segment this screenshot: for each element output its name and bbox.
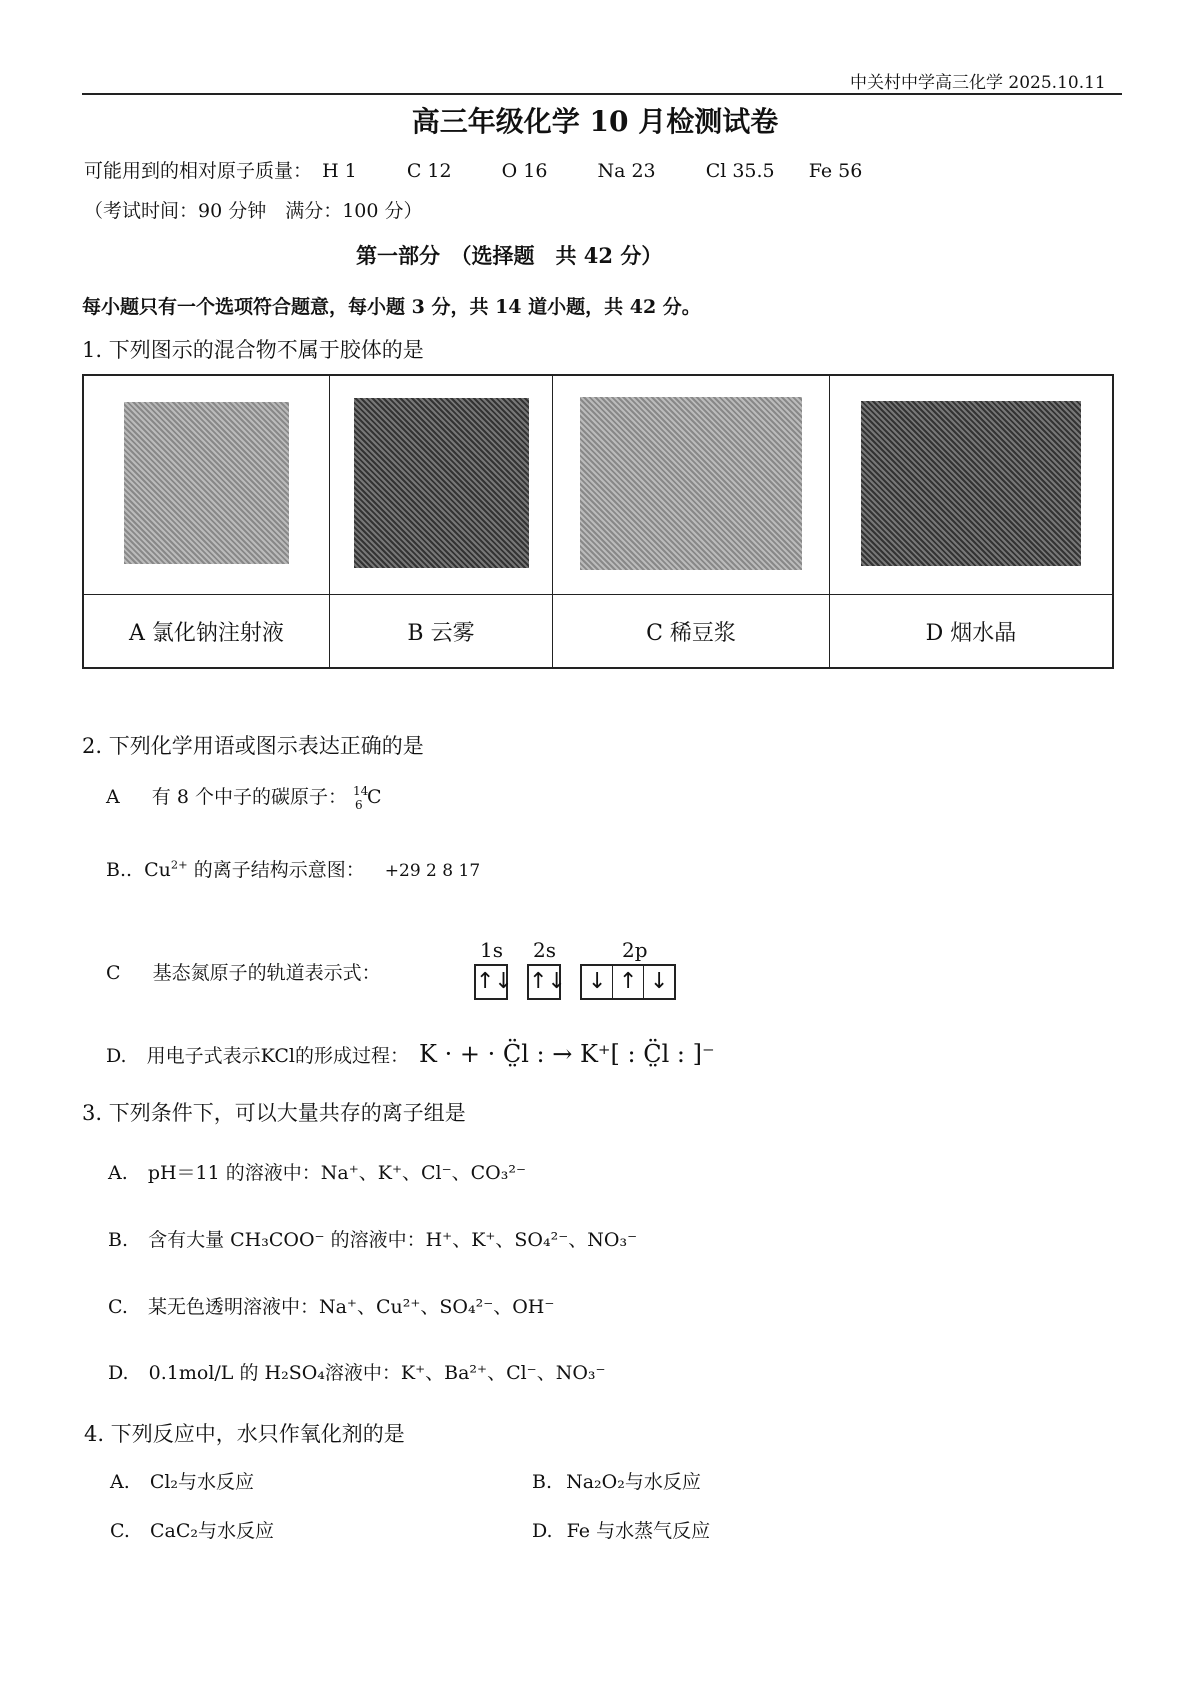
q1-image-cell-a xyxy=(83,375,330,595)
q2-option-b-letter: B.. xyxy=(106,859,133,881)
q3-option-condition: pH＝11 的溶液中： xyxy=(147,1162,321,1184)
q3-option-a[interactable] xyxy=(108,1158,526,1185)
q3-option-condition: 某无色透明溶液中： xyxy=(147,1296,319,1318)
orbital-cell: ↑↓ xyxy=(529,969,566,994)
q1-option-a[interactable]: A 氯化钠注射液 xyxy=(83,595,330,669)
q2-option-b-text: 的离子结构示意图： xyxy=(193,859,365,881)
q4-option-letter: D. xyxy=(532,1520,553,1542)
q3-option-letter: B. xyxy=(108,1229,129,1251)
atomic-mass-fe: Fe 56 xyxy=(808,160,863,182)
q3-option-condition: 0.1mol/L 的 H₂SO₄溶液中： xyxy=(148,1362,401,1384)
ion-charge: 2+ xyxy=(170,857,188,872)
orbital-box-1s xyxy=(474,964,513,1000)
q2-stem: 2. 下列化学用语或图示表达正确的是 xyxy=(82,734,424,758)
atomic-mass-c: C 12 xyxy=(406,160,452,182)
q1-option-b[interactable]: B 云雾 xyxy=(330,595,553,669)
section-instructions: 每小题只有一个选项符合题意，每小题 3 分，共 14 道小题，共 42 分。 xyxy=(82,296,701,318)
atomic-mass-o: O 16 xyxy=(501,160,548,182)
atomic-mass-cl: Cl 35.5 xyxy=(705,160,775,182)
atomic-mass-h: H 1 xyxy=(322,160,357,182)
q1-image-cell-d xyxy=(830,375,1114,595)
q3-option-c[interactable] xyxy=(108,1292,554,1319)
orbital-box-2p xyxy=(580,964,676,1000)
q2-option-a-text: 有 8 个中子的碳原子： xyxy=(151,786,347,808)
orbital-cell: ↑ xyxy=(613,966,644,998)
q4-stem: 4. 下列反应中，水只作氧化剂的是 xyxy=(84,1422,405,1446)
ion-symbol: Cu xyxy=(144,859,171,881)
q2-option-a-letter: A xyxy=(106,786,120,808)
q1-image-cell-b xyxy=(330,375,553,595)
q4-option-a[interactable] xyxy=(110,1467,254,1494)
q3-option-b[interactable] xyxy=(108,1225,637,1252)
q4-option-letter: C. xyxy=(110,1520,130,1542)
q4-option-text: Cl₂与水反应 xyxy=(149,1471,255,1493)
exam-info: （考试时间：90 分钟 满分：100 分） xyxy=(84,200,423,222)
q2-option-b[interactable] xyxy=(106,855,480,882)
electron-dot-equation: K · + · C̤̈l : → K⁺[ : C̤̈l : ]⁻ xyxy=(419,1040,715,1068)
atomic-masses xyxy=(84,156,862,183)
section-title: 第一部分 （选择题 共 42 分） xyxy=(356,243,663,268)
q2-option-a[interactable] xyxy=(106,782,382,812)
q4-option-c[interactable] xyxy=(110,1516,274,1543)
q1-stem: 1. 下列图示的混合物不属于胶体的是 xyxy=(82,338,424,362)
header-divider xyxy=(82,93,1122,95)
header-note: 中关村中学高三化学 2025.10.11 xyxy=(850,73,1106,93)
soy-milk-image xyxy=(580,397,802,570)
q4-option-text: CaC₂与水反应 xyxy=(149,1520,274,1542)
q4-option-text: Fe 与水蒸气反应 xyxy=(566,1520,711,1542)
q2-option-c-letter: C xyxy=(106,962,121,984)
q3-option-ions: K⁺、Ba²⁺、Cl⁻、NO₃⁻ xyxy=(400,1362,606,1384)
atomic-mass-na: Na 23 xyxy=(597,160,656,182)
saline-bottle-image xyxy=(124,402,289,564)
orbital-label-1s: 1s xyxy=(480,938,503,962)
q3-option-ions: Na⁺、K⁺、Cl⁻、CO₃²⁻ xyxy=(320,1162,526,1184)
q3-stem: 3. 下列条件下，可以大量共存的离子组是 xyxy=(82,1101,466,1125)
element-symbol: C xyxy=(367,786,382,808)
q1-option-d[interactable]: D 烟水晶 xyxy=(830,595,1114,669)
orbital-label-2p: 2p xyxy=(622,938,648,962)
atomic-masses-label: 可能用到的相对原子质量： xyxy=(84,160,313,182)
q4-option-letter: B. xyxy=(532,1471,553,1493)
q3-option-ions: Na⁺、Cu²⁺、SO₄²⁻、OH⁻ xyxy=(318,1296,555,1318)
q3-option-letter: D. xyxy=(108,1362,129,1384)
orbital-box-2s xyxy=(527,964,566,1000)
q2-option-c-text: 基态氮原子的轨道表示式： xyxy=(152,962,381,984)
page-title: 高三年级化学 10 月检测试卷 xyxy=(411,105,779,138)
orbital-cell: ↓ xyxy=(582,966,613,998)
q2-option-d-text: 用电子式表示KCl的形成过程： xyxy=(146,1045,409,1067)
q1-image-cell-c xyxy=(553,375,830,595)
orbital-cell: ↓ xyxy=(649,969,669,994)
smoky-quartz-image xyxy=(861,401,1081,566)
q2-option-d[interactable] xyxy=(106,1040,715,1068)
q2-option-c[interactable] xyxy=(106,958,381,985)
orbital-cell: ↑↓ xyxy=(476,969,513,994)
ion-structure-diagram: +29 2 8 17 xyxy=(384,861,481,881)
q1-options-table xyxy=(82,374,1114,669)
q3-option-condition: 含有大量 CH₃COO⁻ 的溶液中： xyxy=(148,1229,426,1251)
q4-option-d[interactable] xyxy=(532,1516,710,1543)
atomic-number: 6 xyxy=(355,798,363,812)
mountain-clouds-image xyxy=(354,398,529,568)
mass-number: 14 xyxy=(353,784,369,798)
q2-option-d-letter: D. xyxy=(106,1045,127,1067)
q3-option-letter: A. xyxy=(108,1162,128,1184)
q4-option-text: Na₂O₂与水反应 xyxy=(566,1471,701,1493)
orbital-diagram xyxy=(474,964,676,1000)
q3-option-letter: C. xyxy=(108,1296,128,1318)
q3-option-d[interactable] xyxy=(108,1358,606,1385)
q1-option-c[interactable]: C 稀豆浆 xyxy=(553,595,830,669)
q4-option-letter: A. xyxy=(110,1471,130,1493)
orbital-label-2s: 2s xyxy=(533,938,556,962)
q3-option-ions: H⁺、K⁺、SO₄²⁻、NO₃⁻ xyxy=(425,1229,638,1251)
q4-option-b[interactable] xyxy=(532,1467,701,1494)
